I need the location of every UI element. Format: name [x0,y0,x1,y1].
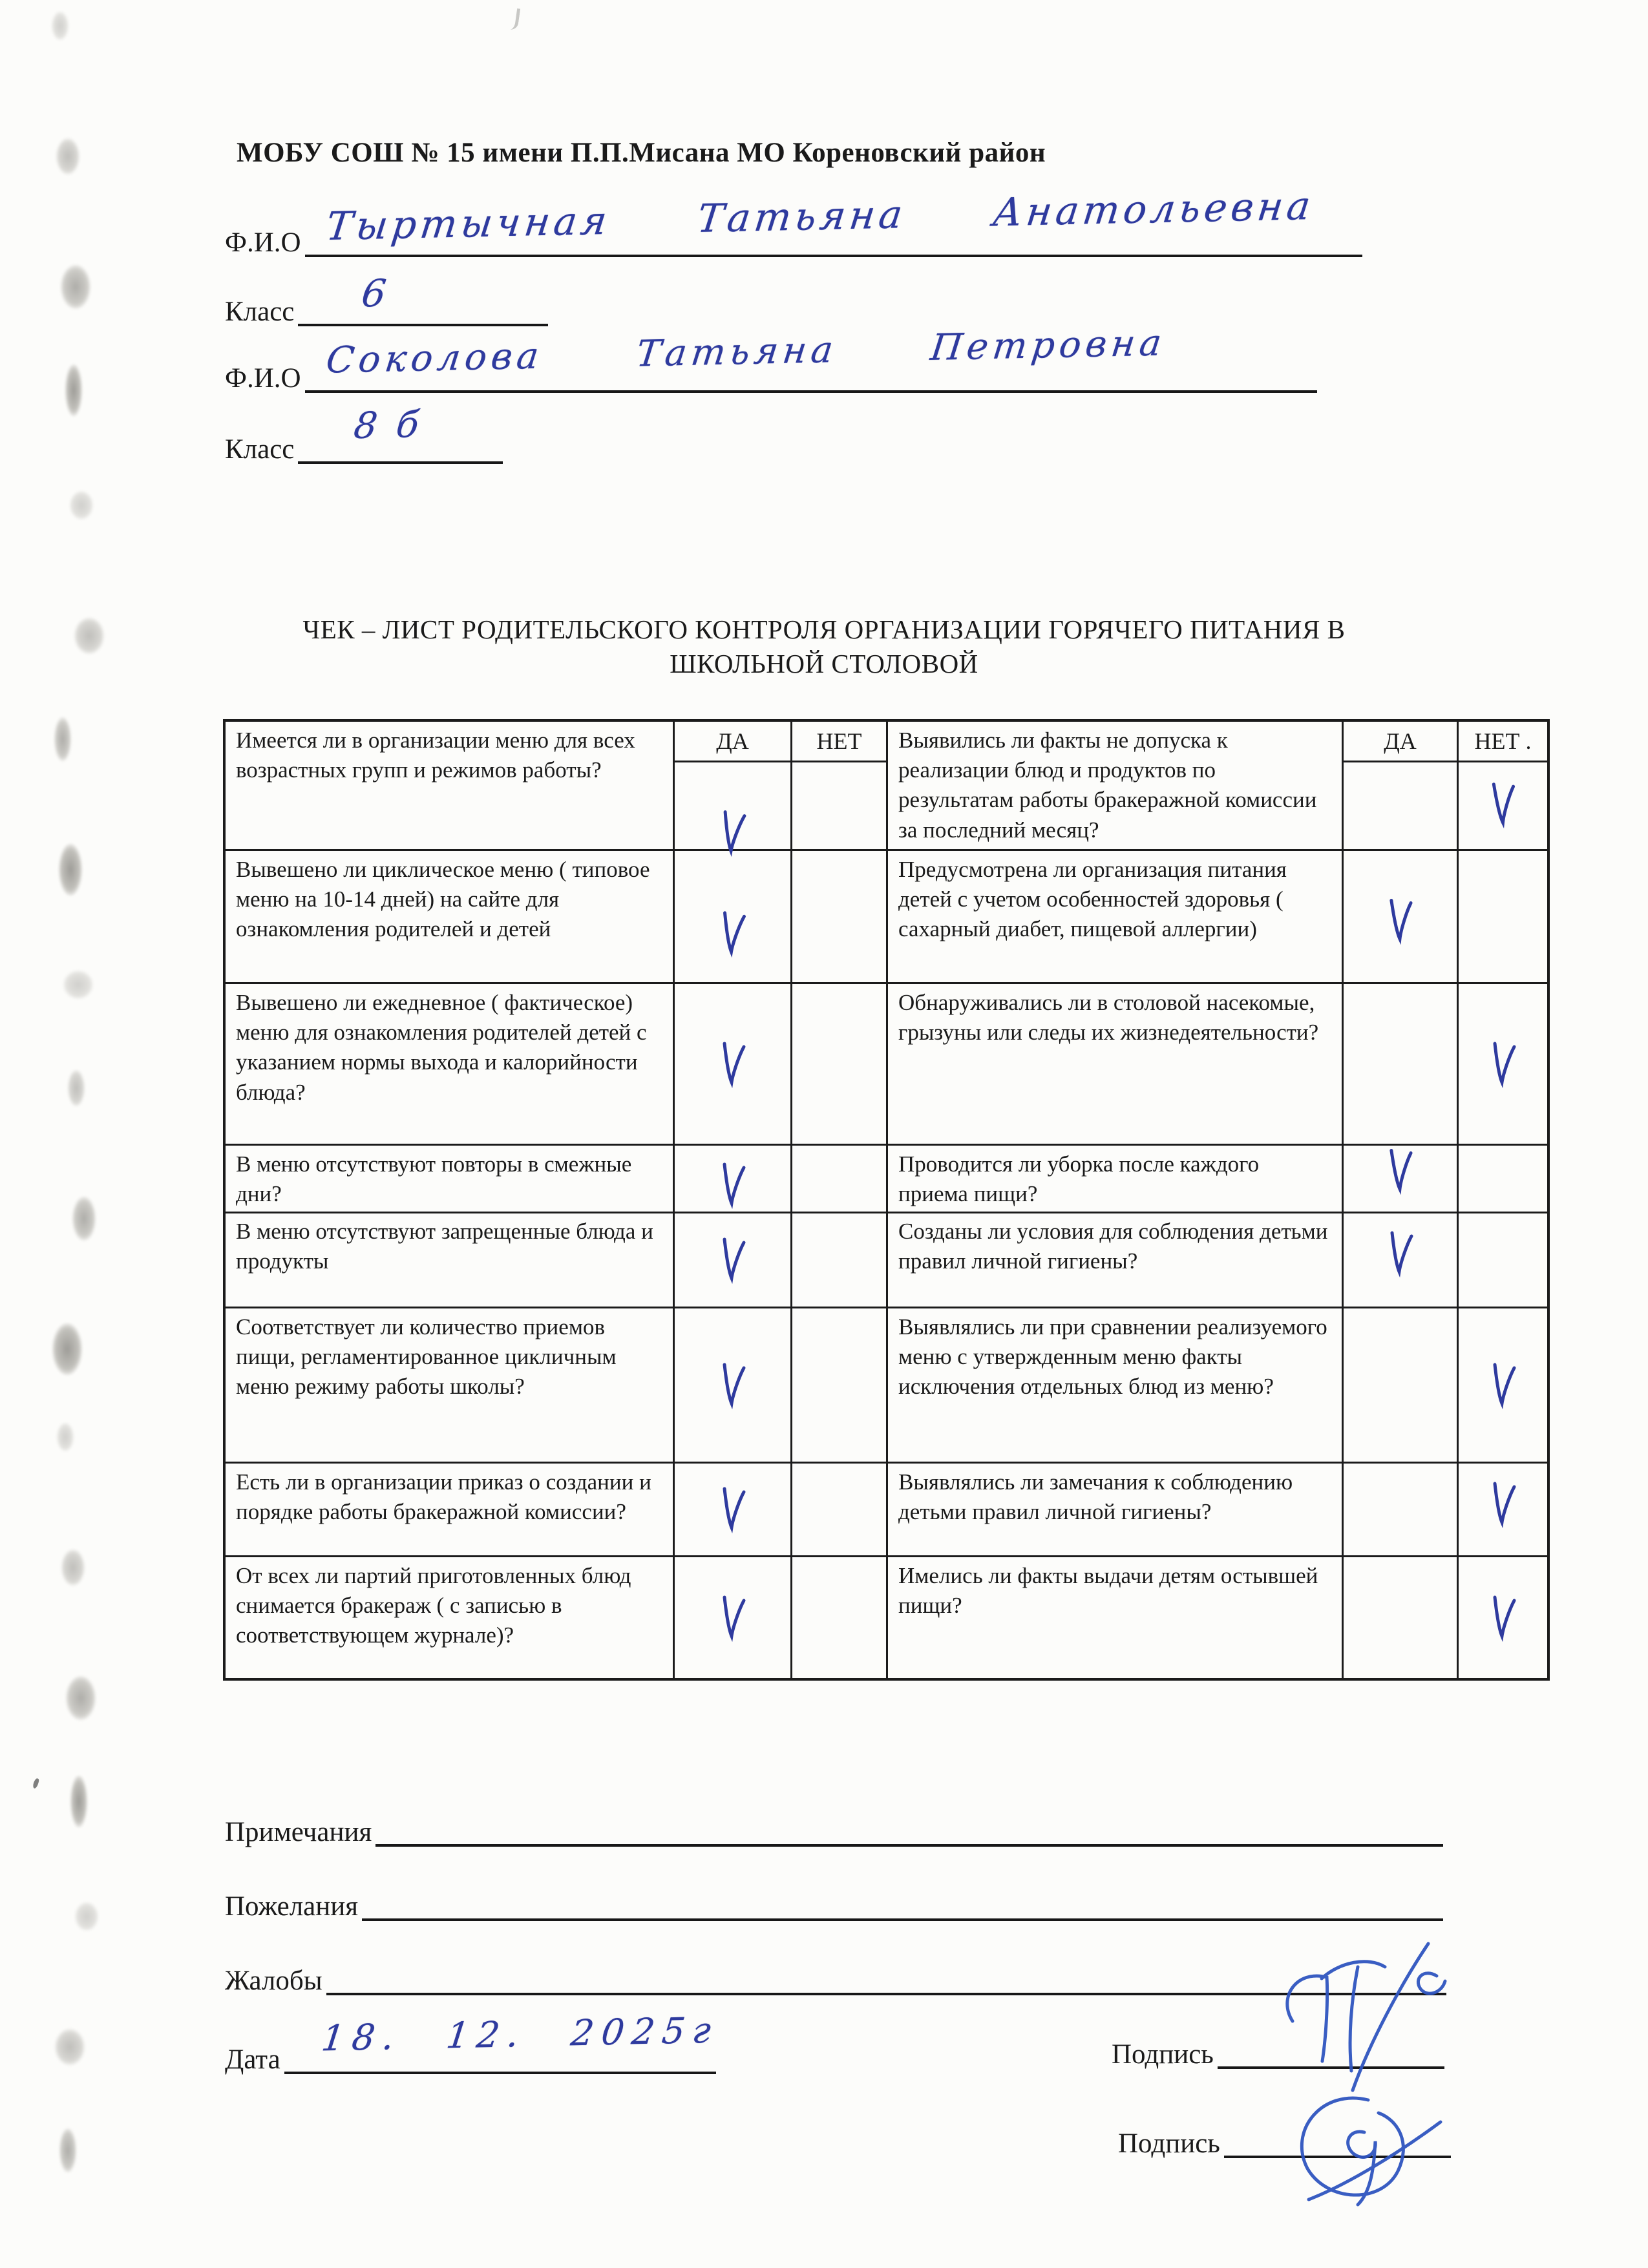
date-label: Дата [225,2044,280,2075]
question-cell: Имелись ли факты выдачи детям остывшей пищи? [888,1557,1344,1678]
yes-cell [675,1146,792,1213]
scan-smudge-icon [52,1323,82,1375]
binding-artifacts [0,0,110,2268]
yes-column-header: ДА [675,722,790,762]
table-row [226,1213,1547,1308]
scan-smudge-icon [59,2128,76,2172]
no-cell [1459,1464,1547,1557]
signature-label-2: Подпись [1118,2128,1220,2159]
yes-cell [675,1213,792,1308]
form-title-line-2: ШКОЛЬНОЙ СТОЛОВОЙ [670,649,978,679]
scan-smudge-icon [57,1423,74,1451]
class-label-2: Класс [225,434,295,465]
form-title [194,613,1454,682]
yes-cell [1344,722,1459,851]
no-cell [792,1308,888,1464]
no-cell [792,984,888,1146]
wishes-field [225,1881,1443,1921]
question-cell: Предусмотрена ли организация питания детей с учетом особенностей здоровья ( сахарный диабет, пищевой аллергии) [888,851,1344,984]
no-cell [792,1146,888,1213]
question-cell: От всех ли партий приготовленных блюд снимается бракераж ( с записью в соответствующем журнале)? [226,1557,675,1678]
scan-smudge-icon [56,138,79,174]
table-row [226,1557,1547,1678]
yes-cell [1344,1464,1459,1557]
checkmark-icon [718,1038,748,1090]
yes-cell [1344,984,1459,1146]
scan-smudge-icon [61,265,90,309]
scan-smudge-icon [70,1776,87,1827]
no-cell [792,1464,888,1557]
question-cell: Выявились ли факты не допуска к реализации блюд и продуктов по результатам работы бракеражной комиссии за последний месяц? [888,722,1344,851]
table-row [226,1464,1547,1557]
question-cell: В меню отсутствуют запрещенные блюда и продукты [226,1213,675,1308]
checkmark-icon [1488,1360,1518,1411]
no-column-header: НЕТ [792,722,886,762]
yes-column-header: ДА [1344,722,1457,762]
checklist-table [223,719,1550,1681]
no-cell [1459,1213,1547,1308]
scan-smudge-icon [65,364,82,416]
no-cell [1459,722,1547,851]
checkmark-icon [717,907,748,960]
scan-smudge-icon [70,491,93,520]
question-cell: Созданы ли условия для соблюдения детьми правил личной гигиены? [888,1213,1344,1308]
checkmark-icon [718,1592,748,1644]
handwritten-class-2: 8 б [352,403,425,448]
scan-smudge-icon [72,1197,96,1241]
checkmark-icon [718,1484,748,1535]
class-field-1 [225,285,548,326]
table-row [226,1146,1547,1213]
checkmark-icon [718,1234,748,1286]
signature-icon [1231,1938,1509,2216]
no-cell [1459,1557,1547,1678]
fio-label-2: Ф.И.О [225,362,301,394]
scan-smudge-icon [68,1070,85,1106]
checkmark-icon [1384,894,1416,947]
yes-cell [675,984,792,1146]
notes-label: Примечания [225,1816,372,1847]
yes-cell [675,1464,792,1557]
scan-speck-icon [32,1778,40,1789]
handwritten-class-1: 6 [359,271,388,316]
scan-smudge-icon [66,1676,96,1720]
checkmark-icon [718,1360,748,1411]
yes-cell [1344,851,1459,984]
yes-cell [675,851,792,984]
question-cell: В меню отсутствуют повторы в смежные дни? [226,1146,675,1213]
no-cell [1459,1308,1547,1464]
table-row [226,1308,1547,1464]
scan-smudge-icon [54,717,71,761]
no-cell [1459,1146,1547,1213]
no-cell [792,722,888,851]
class-label-1: Класс [225,296,295,327]
notes-field [225,1807,1443,1847]
signature-label-1: Подпись [1112,2039,1214,2070]
question-cell: Выявлялись ли при сравнении реализуемого меню с утвержденным меню факты исключения отдельных блюд из меню? [888,1308,1344,1464]
scan-smudge-icon [75,1902,98,1931]
checkmark-icon [718,1159,748,1211]
yes-cell [1344,1213,1459,1308]
yes-cell [1344,1308,1459,1464]
question-cell: Выявлялись ли замечания к соблюдению детьми правил личной гигиены? [888,1464,1344,1557]
checkmark-icon [1386,1228,1415,1279]
question-cell: Соответствует ли количество приемов пищи, регламентированное цикличным меню режиму работы школы? [226,1308,675,1464]
yes-cell [1344,1146,1459,1213]
table-row [226,851,1547,984]
question-cell: Вывешено ли циклическое меню ( типовое меню на 10-14 дней) на сайте для ознакомления родителей и детей [226,851,675,984]
checkmark-icon [1486,778,1519,831]
wishes-underline [362,1878,1443,1921]
no-cell [792,1557,888,1678]
question-cell: Вывешено ли ежедневное ( фактическое) меню для ознакомления родителей детей с указанием нормы выхода и калорийности блюда? [226,984,675,1146]
fio-label-1: Ф.И.О [225,227,301,258]
yes-cell [675,1308,792,1464]
handwritten-fio-1: Тыртычная Татьяна Анатольевна [323,183,1317,250]
school-name-heading: МОБУ СОШ № 15 имени П.П.Мисана МО Кореновский район [237,138,1046,168]
question-cell: Проводится ли уборка после каждого приема пищи? [888,1146,1344,1213]
complaints-label: Жалобы [225,1965,322,1996]
checkmark-icon [1384,1144,1416,1197]
scan-smudge-icon [52,12,69,40]
yes-cell [675,722,792,851]
yes-cell [1344,1557,1459,1678]
scan-smudge-icon [63,971,93,999]
no-cell [1459,851,1547,984]
wishes-label: Пожелания [225,1891,359,1922]
scan-smudge-icon [504,7,521,31]
question-cell: Обнаруживались ли в столовой насекомые, грызуны или следы их жизнедеятельности? [888,984,1344,1146]
class-underline-1 [298,282,548,326]
scan-smudge-icon [55,2029,85,2065]
no-cell [792,1213,888,1308]
table-row [226,984,1547,1146]
no-cell [1459,984,1547,1146]
scan-smudge-icon [74,618,104,654]
scan-smudge-icon [59,844,82,896]
checkmark-icon [1488,1592,1518,1644]
no-column-header: НЕТ . [1459,722,1547,762]
question-cell: Имеется ли в организации меню для всех возрастных групп и режимов работы? [226,722,675,851]
checkmark-icon [1488,1038,1518,1090]
scan-smudge-icon [61,1549,85,1586]
question-cell: Есть ли в организации приказ о создании и порядке работы бракеражной комиссии? [226,1464,675,1557]
no-cell [792,851,888,984]
checkmark-icon [1488,1478,1518,1530]
notes-underline [375,1804,1443,1847]
handwritten-date: 18. 12. 2025г [319,2009,721,2059]
yes-cell [675,1557,792,1678]
table-row [226,722,1547,851]
handwritten-fio-2: Соколова Татьяна Петровна [324,322,1168,382]
form-title-line-1: ЧЕК – ЛИСТ РОДИТЕЛЬСКОГО КОНТРОЛЯ ОРГАНИЗАЦИИ ГОРЯЧЕГО ПИТАНИЯ В [302,614,1346,644]
